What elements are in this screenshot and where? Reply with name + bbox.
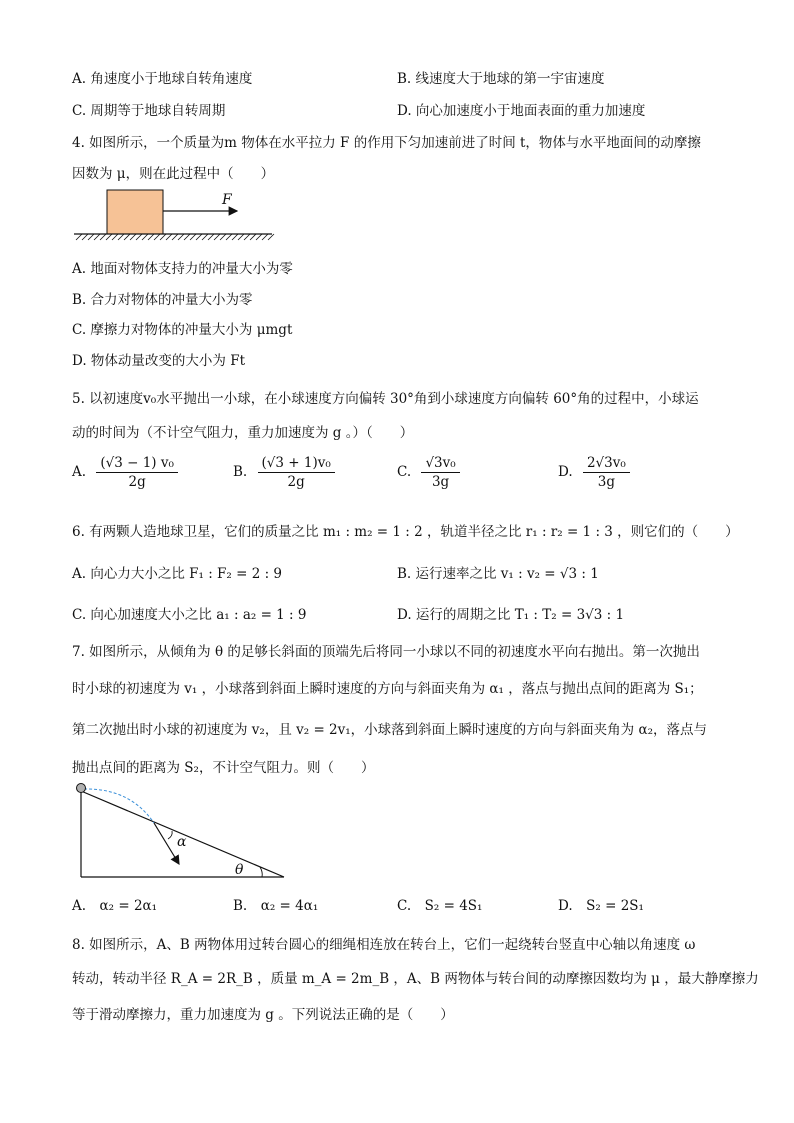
q7-velocity-arrow (154, 823, 179, 864)
q4-option-a: A. 地面对物体支持力的冲量大小为零 (72, 261, 293, 277)
q8-stem-line-2: 转动，转动半径 R_A = 2R_B ，质量 m_A = 2m_B ，A、B 两物体与转台间的动摩擦因数均为 μ ，最大静摩擦力 (72, 971, 759, 987)
q5-option-c (397, 455, 460, 490)
q6-option-a: A. 向心力大小之比 F₁ : F₂ = 2 : 9 (72, 566, 283, 582)
q6-stem: 6. 有两颗人造地球卫星，它们的质量之比 m₁ : m₂ = 1 : 2 ，轨道半径之比 r₁ : r₂ = 1 : 3 ，则它们的（ ） (72, 524, 739, 540)
q7-option-a: A. α₂ = 2α₁ (72, 898, 158, 914)
q6-option-d: D. 运行的周期之比 T₁ : T₂ = 3√3 : 1 (397, 607, 625, 623)
q6-option-c: C. 向心加速度大小之比 a₁ : a₂ = 1 : 9 (72, 607, 307, 623)
q5-stem-line-2: 动的时间为（不计空气阻力，重力加速度为 g 。）（ ） (72, 425, 414, 441)
q5-option-a-numerator: (√3 − 1) v₀ (96, 455, 178, 473)
q5-option-b-numerator: (√3 + 1)v₀ (258, 455, 335, 473)
q4-option-b: B. 合力对物体的冲量大小为零 (72, 292, 253, 308)
q5-option-d-label: D. (558, 464, 573, 480)
q6-option-b: B. 运行速率之比 v₁ : v₂ = √3 : 1 (397, 566, 599, 582)
q5-option-a (72, 455, 178, 490)
q5-option-b (233, 455, 335, 490)
q7-stem-line-1: 7. 如图所示，从倾角为 θ 的足够长斜面的顶端先后将同一小球以不同的初速度水平向右抛出。第一次抛出 (72, 644, 700, 660)
q4-option-c: C. 摩擦力对物体的冲量大小为 μmgt (72, 322, 293, 338)
q7-theta-arc (260, 867, 262, 877)
q4-force-label: F (222, 192, 232, 208)
q5-option-c-denominator: 3g (431, 474, 450, 490)
q3-option-b: B. 线速度大于地球的第一宇宙速度 (397, 71, 605, 87)
q7-ball (77, 784, 86, 793)
q5-option-b-fraction (258, 455, 335, 490)
q5-option-b-label: B. (233, 464, 248, 480)
q7-alpha-arc (168, 831, 172, 839)
q5-option-b-denominator: 2g (287, 474, 305, 490)
q5-option-c-numerator: √3v₀ (421, 455, 459, 473)
q4-stem-line-1: 4. 如图所示，一个质量为m 物体在水平拉力 F 的作用下匀加速前进了时间 t，物体与水平地面间的动摩擦 (72, 135, 701, 151)
q7-alpha-label: α (177, 834, 187, 850)
q8-stem-line-3: 等于滑动摩擦力，重力加速度为 g 。下列说法正确的是（ ） (72, 1007, 454, 1023)
q3-option-a: A. 角速度小于地球自转角速度 (72, 71, 253, 87)
q5-option-a-label: A. (72, 464, 87, 480)
q7-theta-label: θ (235, 862, 244, 878)
q5-option-d-denominator: 3g (597, 474, 615, 490)
q7-option-c: C. S₂ = 4S₁ (397, 898, 483, 914)
q5-option-d-fraction (583, 455, 630, 490)
q7-stem-line-2: 时小球的初速度为 v₁ ，小球落到斜面上瞬时速度的方向与斜面夹角为 α₁ ，落点与抛出点间的距离为 S₁； (72, 681, 703, 697)
q5-option-a-fraction (96, 455, 178, 490)
q3-option-d: D. 向心加速度小于地面表面的重力加速度 (397, 103, 646, 119)
q8-stem-line-1: 8. 如图所示，A、B 两物体用过转台圆心的细绳相连放在转台上，它们一起绕转台竖直中心轴以角速度 ω (72, 937, 696, 953)
q4-block-figure (72, 188, 278, 244)
q5-option-c-fraction (421, 455, 459, 490)
q4-block (107, 190, 163, 234)
q7-option-d: D. S₂ = 2S₁ (558, 898, 644, 914)
q4-ground-hatch (76, 234, 274, 240)
q3-option-c: C. 周期等于地球自转周期 (72, 103, 226, 119)
q7-option-b: B. α₂ = 4α₁ (233, 898, 319, 914)
q7-stem-line-4: 抛出点间的距离为 S₂，不计空气阻力。则（ ） (72, 760, 375, 776)
q7-stem-line-3: 第二次抛出时小球的初速度为 v₂，且 v₂ = 2v₁，小球落到斜面上瞬时速度的方向与斜面夹角为 α₂，落点与 (72, 722, 707, 738)
q5-option-d (558, 455, 630, 490)
q4-stem-line-2: 因数为 μ，则在此过程中（ ） (72, 166, 275, 182)
q5-option-a-denominator: 2g (128, 474, 146, 490)
q5-option-d-numerator: 2√3v₀ (583, 455, 630, 473)
q5-stem-line-1: 5. 以初速度v₀水平抛出一小球，在小球速度方向偏转 30°角到小球速度方向偏转 60°角的过程中，小球运 (72, 391, 699, 407)
q4-option-d: D. 物体动量改变的大小为 Ft (72, 353, 246, 369)
q5-option-c-label: C. (397, 464, 412, 480)
q7-incline-figure (72, 780, 292, 882)
